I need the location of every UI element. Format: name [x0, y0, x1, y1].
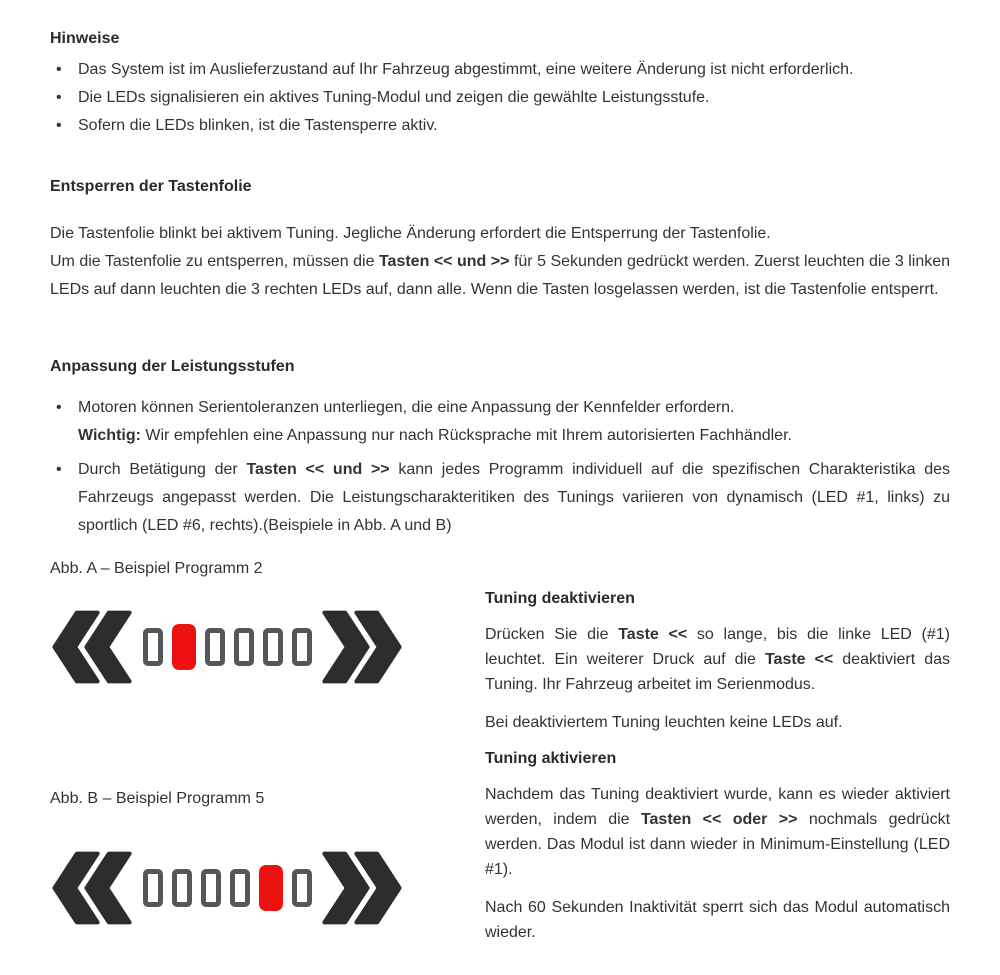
led-3-inactive	[201, 869, 221, 907]
text-segment: deaktiviert das Tuning. Ihr Fahrzeug arbeitet im Serienmodus.	[485, 651, 951, 693]
bold-keys-label: Tasten << oder >>	[640, 811, 798, 828]
led-4-inactive	[230, 869, 250, 907]
list-item	[50, 84, 950, 112]
led-6-inactive	[292, 869, 312, 907]
bold-keys-label: Tasten << und >>	[378, 253, 510, 270]
entsperren-paragraph-2	[50, 248, 950, 304]
led-5-inactive	[263, 628, 283, 666]
text-segment: Drücken Sie die	[485, 626, 619, 643]
figure-b	[52, 845, 402, 931]
aktivieren-paragraph-2: Nach 60 Sekunden Inaktivität sperrt sich das Modul automatisch wieder.	[485, 899, 950, 941]
led-6-inactive	[292, 628, 312, 666]
figure-a	[52, 604, 402, 690]
entsperren-paragraph-1: Die Tastenfolie blinkt bei aktivem Tuning. Jegliche Änderung erfordert die Entsperrung der Tastenfolie.	[50, 225, 771, 242]
text-segment: kann jedes Programm individuell auf die spezifischen Charakteristika des Fahrzeugs angepasst werden. Die Leistungscharakteritiken des Tunings variieren von dynamisch (LED #1, links) zu sportlich (LED #6, rechts).(Beispiele in Abb. A und B)	[78, 461, 951, 534]
text-segment: Durch Betätigung der	[78, 461, 247, 478]
led-1-inactive	[143, 869, 163, 907]
list-item	[50, 456, 950, 540]
list-item-text: • Das System ist im Auslieferzustand auf Ihr Fahrzeug abgestimmt, eine weitere Änderung ist nicht erforderlich.	[78, 61, 854, 78]
chevron-left-icon	[52, 845, 132, 931]
deaktivieren-heading: Tuning deaktivieren	[485, 590, 635, 607]
bold-key-label: Taste <<	[764, 651, 834, 668]
led-5-active	[259, 865, 283, 911]
led-1-inactive	[143, 628, 163, 666]
aktivieren-paragraph-1	[485, 782, 950, 882]
list-item-text	[78, 456, 950, 540]
list-item	[50, 394, 950, 450]
list-item-text	[78, 422, 950, 450]
led-row-program-5	[143, 865, 312, 911]
hinweise-heading: Hinweise	[50, 30, 120, 47]
list-item-text: • Motoren können Serientoleranzen unterliegen, die eine Anpassung der Kennfelder erfordern.	[78, 399, 735, 416]
figure-b-caption: Abb. B – Beispiel Programm 5	[50, 790, 265, 807]
wichtig-label: Wichtig:	[78, 427, 141, 444]
text-segment: für 5 Sekunden gedrückt werden. Zuerst leuchten die 3 linken LEDs auf dann leuchten die 3 rechten LEDs auf, dann alle. Wenn die Tasten losgelassen werden, ist die Tastenfolie entsperrt.	[50, 253, 951, 298]
section-anpassung	[50, 356, 950, 540]
text-segment: Um die Tastenfolie zu entsperren, müssen die	[50, 253, 379, 270]
deaktivieren-paragraph-2: Bei deaktiviertem Tuning leuchten keine LEDs auf.	[485, 714, 843, 731]
chevron-right-icon	[322, 845, 402, 931]
list-item	[50, 56, 950, 84]
hinweise-list	[50, 56, 950, 140]
list-item-text: Die LEDs signalisieren ein aktives Tuning-Modul und zeigen die gewählte Leistungsstufe.	[78, 89, 710, 106]
led-3-inactive	[205, 628, 225, 666]
text-segment: Wir empfehlen eine Anpassung nur nach Rücksprache mit Ihrem autorisierten Fachhändler.	[140, 427, 792, 444]
entsperren-heading: Entsperren der Tastenfolie	[50, 178, 252, 195]
deaktivieren-paragraph-1	[485, 622, 950, 697]
section-hinweise	[50, 28, 950, 140]
right-column	[485, 588, 950, 958]
section-entsperren	[50, 176, 950, 304]
text-segment: so lange, bis die linke LED (#1) leuchtet. Ein weiterer Druck auf die	[485, 626, 950, 668]
text-segment: nochmals gedrückt werden. Das Modul ist dann wieder in Minimum-Einstellung (LED #1).	[485, 811, 951, 878]
list-item-text: Sofern die LEDs blinken, ist die Tastensperre aktiv.	[78, 117, 438, 134]
chevron-left-icon	[52, 604, 132, 690]
figure-a-caption: Abb. A – Beispiel Programm 2	[50, 560, 263, 577]
led-row-program-2	[143, 624, 312, 670]
anpassung-heading: Anpassung der Leistungsstufen	[50, 358, 295, 375]
chevron-right-icon	[322, 604, 402, 690]
list-item	[50, 112, 950, 140]
bold-key-label: Taste <<	[618, 626, 688, 643]
bold-keys-label: Tasten << und >>	[246, 461, 390, 478]
led-4-inactive	[234, 628, 254, 666]
text-segment: Nachdem das Tuning deaktiviert wurde, kann es wieder aktiviert werden, indem die	[485, 786, 950, 828]
led-2-inactive	[172, 869, 192, 907]
led-2-active	[172, 624, 196, 670]
aktivieren-heading: Tuning aktivieren	[485, 750, 617, 767]
